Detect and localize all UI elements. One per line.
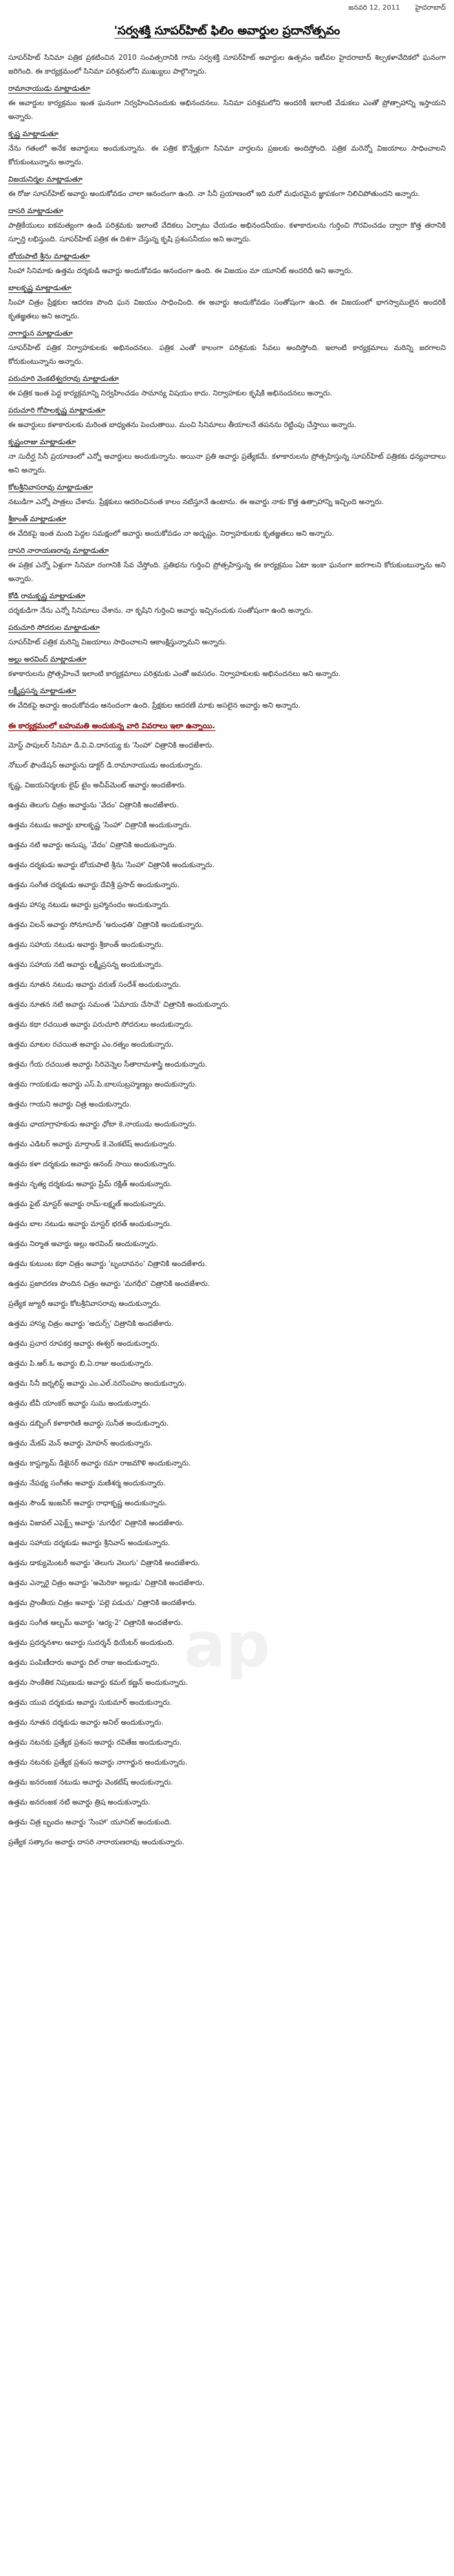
dateline bbox=[8, 3, 446, 14]
award-item: ఉత్తమ మాటల రచయిత అవార్డు ఎం.రత్నం అందుకున్నారు. bbox=[8, 1040, 174, 1049]
award-item: ఉత్తమ ఫైట్ మాస్టర్ అవార్డు రామ్-లక్ష్మణ్ అందుకున్నారు. bbox=[8, 1200, 166, 1208]
section-paragraph: పాత్రికేయులు ఐకమత్యంగా ఉండి పరిశ్రమకు ఇలాంటి వేదికలు ఏర్పాటు చేయడం అభినందనీయం. కళాకారులను గుర్తించి గౌరవించడం ద్వారా కొత్త తరానికి స్ఫూర్తి లభిస్తుంది. సూపర్‌హిట్ పత్రిక ఈ దిశగా చేస్తున్న కృషి ప్రశంసనీయం అని అన్నారు. bbox=[8, 221, 446, 243]
award-item: ఉత్తమ విజువల్ ఎఫెక్ట్స్ అవార్డు 'మగధీర' చిత్రానికి అందజేశారు. bbox=[8, 1519, 184, 1527]
award-item: ఉత్తమ పంపిణీదారు అవార్డు దిల్ రాజు అందుకున్నారు. bbox=[8, 1659, 160, 1667]
section-heading-text: పరుచూరి గోపాలకృష్ణ మాట్లాడుతూ bbox=[8, 406, 106, 415]
section-heading bbox=[8, 622, 446, 634]
awards-list bbox=[8, 739, 446, 1849]
section-heading-text: పరుచూరి వెంకటేశ్వరరావు మాట్లాడుతూ bbox=[8, 375, 119, 383]
section-paragraph: దర్శకుడిగా నేను ఎన్నో సినిమాలు చేశాను. నా కృషిని గుర్తించి అవార్డు ఇచ్చినందుకు సంతోషంగా ఉంది అన్నారు. bbox=[8, 607, 314, 615]
section-paragraph: ఈ పత్రిక ఎన్నో ఏళ్లుగా సినిమా రంగానికి సేవ చేస్తోంది. ప్రతిభను గుర్తించి ప్రోత్సహిస్తున్న ఈ కార్యక్రమం ఏటా ఇంకా ఘనంగా జరగాలని కోరుకుంటున్నాను అని అన్నారు. bbox=[8, 561, 446, 583]
section-paragraph: సూపర్‌హిట్ పత్రిక నిర్వాహకులకు అభినందనలు. పత్రిక ఎంతో కాలంగా పరిశ్రమకు సేవలు అందిస్తోంది. ఇలాంటి కార్యక్రమాలు మరిన్ని జరగాలని కోరుకుంటున్నాను అన్నారు. bbox=[8, 344, 446, 366]
award-item: కృష్ణ, విజయనిర్మలకు లైఫ్ టైం అచీవ్‌మెంట్ అవార్డు అందజేశారు. bbox=[8, 781, 186, 789]
section-heading-text: కోడి రామకృష్ణ మాట్లాడుతూ bbox=[8, 592, 86, 600]
section-paragraph: నేను గతంలో అనేక అవార్డులు అందుకున్నాను. ఈ పత్రిక కొన్నేళ్లుగా సినిమా వార్తలను ప్రజలకు అందిస్తోంది. పత్రిక మరెన్నో విజయాలు సాధించాలని కోరుకుంటున్నాను అన్నారు. bbox=[8, 144, 446, 166]
award-item: ఉత్తమ బాల నటుడు అవార్డు మాస్టర్ భరత్ అందుకున్నారు. bbox=[8, 1220, 173, 1228]
section-heading bbox=[8, 250, 446, 263]
award-item: ఉత్తమ నిర్మాత అవార్డు అల్లు అరవింద్ అందుకున్నారు. bbox=[8, 1240, 158, 1248]
award-item: ఉత్తమ ఎన్నారై చిత్రం అవార్డు 'అమెరికా అల్లుడు' చిత్రానికి అందజేశారు. bbox=[8, 1579, 205, 1587]
section-paragraph: ఈ అవార్డుల కార్యక్రమం ఇంత ఘనంగా నిర్వహించినందుకు అభినందనలు. సినిమా పరిశ్రమలోని అందరికీ ఇలాంటి వేడుకలు ఎంతో ప్రోత్సాహాన్ని ఇస్తాయని అన్నారు. bbox=[8, 99, 446, 121]
section-heading bbox=[8, 327, 446, 340]
section-heading bbox=[8, 545, 446, 557]
section-heading-text: నాగార్జున మాట్లాడుతూ bbox=[8, 329, 73, 338]
award-item: ఉత్తమ హాస్య చిత్రం అవార్డు 'అదుర్స్' చిత్రానికి అందజేశారు. bbox=[8, 1320, 174, 1328]
section-paragraph: సింహా సినిమాకు ఉత్తమ దర్శకుడి అవార్డు అందుకోవడం ఆనందంగా ఉంది. ఈ విజయం మా యూనిట్ అందరిదీ అని అన్నారు. bbox=[8, 267, 354, 275]
award-item: ఉత్తమ ప్రజాదరణ పొందిన చిత్రం అవార్డు 'మగధీర' చిత్రానికి అందజేశారు. bbox=[8, 1280, 210, 1288]
award-item: మోస్ట్ పాపులర్ సినిమా డి.వి.వి.దానయ్య కు 'సింహా' చిత్రానికి అందజేశారు. bbox=[8, 741, 215, 750]
section-paragraph: ఈ వేదికపై ఇంత మంది పెద్దల సమక్షంలో అవార్డు అందుకోవడం నా అదృష్టం. నిర్వాహకులకు కృతజ్ఞతలు అని అన్నారు. bbox=[8, 530, 334, 538]
watermark: ap bbox=[184, 1609, 270, 1681]
section-heading bbox=[8, 590, 446, 602]
award-item: ఉత్తమ చిత్ర బృందం అవార్డు 'సింహా' యూనిట్ అందుకుంది. bbox=[8, 1818, 172, 1826]
award-item: ఉత్తమ సంగీత దర్శకుడు అవార్డు దేవిశ్రీ ప్రసాద్ అందుకున్నారు. bbox=[8, 881, 180, 889]
award-item: ఉత్తమ నృత్య దర్శకుడు అవార్డు ప్రేమ్ రక్షిత్ అందుకున్నారు. bbox=[8, 1180, 173, 1188]
award-item: ఉత్తమ విలన్ అవార్డు సోనూసూద్ 'అరుంధతి' చిత్రానికి అందుకున్నారు. bbox=[8, 921, 204, 929]
award-item: ఉత్తమ కుటుంబ కథా చిత్రం అవార్డు 'బృందావనం' చిత్రానికి అందజేశారు. bbox=[8, 1260, 207, 1268]
section-heading-text: రామానాయుడు మాట్లాడుతూ bbox=[8, 85, 90, 93]
award-item: ఉత్తమ టీవీ యాంకర్ అవార్డు సుమ అందుకున్నారు. bbox=[8, 1399, 151, 1408]
section-heading bbox=[8, 653, 446, 666]
award-item: ఉత్తమ గేయ రచయిత అవార్డు సిరివెన్నెల సీతారామశాస్త్రి అందుకున్నారు. bbox=[8, 1060, 208, 1069]
section-heading-text: లక్ష్మీప్రసన్న మాట్లాడుతూ bbox=[8, 687, 76, 695]
award-item: ఉత్తమ కథా రచయిత అవార్డు పరుచూరి సోదరులు అందుకున్నారు. bbox=[8, 1020, 193, 1029]
article-date: జనవరి 12, 2011 bbox=[348, 4, 400, 12]
section-paragraph: ఈ వేదికపై అవార్డు అందుకోవడం ఆనందంగా ఉంది. ప్రేక్షకుల ఆదరణే మాకు అసలైన అవార్డు అని అన్నారు. bbox=[8, 701, 301, 710]
section-paragraph: నటుడిగా ఎన్నో పాత్రలు చేశాను. ప్రేక్షకులు ఆదరించినంత కాలం నటిస్తూనే ఉంటాను. ఈ అవార్డు నాకు కొత్త ఉత్సాహాన్ని ఇచ్చింది అన్నారు. bbox=[8, 498, 384, 506]
award-item: ఉత్తమ సౌండ్ ఇంజనీర్ అవార్డు రాధాకృష్ణ అందుకున్నారు. bbox=[8, 1499, 167, 1507]
award-item: ఉత్తమ ప్రాంతీయ చిత్రం అవార్డు 'పల్లె పడుచు' చిత్రానికి అందజేశారు. bbox=[8, 1599, 197, 1607]
section-paragraph: సూపర్‌హిట్ పత్రిక మరిన్ని విజయాలు సాధించాలని ఆకాంక్షిస్తున్నామని అన్నారు. bbox=[8, 638, 227, 646]
award-item: ఉత్తమ జనరంజక నటి అవార్డు త్రిష అందుకున్నారు. bbox=[8, 1798, 151, 1807]
section-heading-text: బాలకృష్ణ మాట్లాడుతూ bbox=[8, 284, 72, 292]
section-heading bbox=[8, 404, 446, 417]
award-item: ఉత్తమ జనరంజక నటుడు అవార్డు వెంకటేష్ అందుకున్నారు. bbox=[8, 1778, 173, 1787]
section-heading bbox=[8, 282, 446, 294]
award-item: ప్రత్యేక జ్యూరీ అవార్డు కోటశ్రీనివాసరావు అందుకున్నారు. bbox=[8, 1300, 162, 1308]
section-paragraph: నా సుదీర్ఘ సినీ ప్రయాణంలో ఎన్నో అవార్డులు అందుకున్నాను. అయినా ప్రతి అవార్డు ప్రత్యేకమే. కళాకారులను ప్రోత్సహిస్తున్న సూపర్‌హిట్ పత్రికకు ధన్యవాదాలు అని అన్నారు. bbox=[8, 452, 446, 474]
awards-list-title-text: ఈ కార్యక్రమంలో బహుమతి అందుకున్న వారి వివరాలు ఇలా ఉన్నాయి. bbox=[8, 721, 215, 730]
section-heading bbox=[8, 436, 446, 448]
section-heading-text: దాసరి నారాయణరావు మాట్లాడుతూ bbox=[8, 547, 109, 555]
award-item: ఉత్తమ నూతన నటి అవార్డు సమంత 'ఏమాయ చేసావే' చిత్రానికి అందుకున్నారు. bbox=[8, 1001, 230, 1009]
section-paragraph: సింహా చిత్రం ప్రేక్షకుల ఆదరణ పొంది ఘన విజయం సాధించింది. ఈ అవార్డు అందుకోవడం సంతోషంగా ఉంది. ఈ విజయంలో భాగస్వాములైన అందరికీ కృతజ్ఞతలు అని అన్నారు. bbox=[8, 298, 446, 320]
section-heading-text: కోటశ్రీనివాసరావు మాట్లాడుతూ bbox=[8, 483, 93, 492]
award-item: ఉత్తమ కాస్ట్యూమ్ డిజైనర్ అవార్డు రమా రాజమౌళి అందుకున్నారు. bbox=[8, 1459, 191, 1467]
award-item: ఉత్తమ నటనకు ప్రత్యేక ప్రశంస అవార్డు రవితేజ అందుకున్నారు. bbox=[8, 1738, 182, 1747]
award-item: ఉత్తమ ప్రచార రూపకర్త అవార్డు ఈశ్వర్ అందుకున్నారు. bbox=[8, 1340, 160, 1348]
award-item: ఉత్తమ సహాయ దర్శకుడు అవార్డు శ్రీనివాస్ అందుకున్నారు. bbox=[8, 1539, 171, 1547]
award-item: ఉత్తమ హాస్య నటుడు అవార్డు బ్రహ్మానందం అందుకున్నారు. bbox=[8, 901, 171, 909]
section-paragraph: ఈ పత్రిక ఇంత పెద్ద కార్యక్రమాన్ని నిర్వహించడం సామాన్య విషయం కాదు. నిర్వాహకుల కృషికి అభినందనలు అన్నారు. bbox=[8, 389, 332, 397]
section-paragraph: ఈ రోజు సూపర్‌హిట్ అవార్డు అందుకోవడం చాలా ఆనందంగా ఉంది. నా సినీ ప్రయాణంలో ఇది మరో మధురమైన జ్ఞాపకంగా నిలిచిపోతుందని అన్నారు. bbox=[8, 190, 420, 198]
section-heading bbox=[8, 685, 446, 697]
award-item: ఉత్తమ గాయకుడు అవార్డు ఎస్.పి.బాలసుబ్రహ్మణ్యం అందుకున్నారు. bbox=[8, 1080, 197, 1089]
section-paragraph: సూపర్‌హిట్ సినిమా పత్రిక ప్రకటించిన 2010 సంవత్సరానికి గాను సర్వశక్తి సూపర్‌హిట్ అవార్డుల ఉత్సవం ఇటీవల హైదరాబాద్ శిల్పకళావేదికలో ఘనంగా జరిగింది. ఈ కార్యక్రమంలో సినిమా పరిశ్రమలోని ముఖ్యులు పాల్గొన్నారు. bbox=[8, 54, 446, 76]
award-item: ఉత్తమ నటి అవార్డు అనుష్క 'వేదం' చిత్రానికి అందుకున్నారు. bbox=[8, 841, 177, 849]
award-item: ఉత్తమ గాయని అవార్డు చిత్ర అందుకున్నారు. bbox=[8, 1100, 131, 1109]
awards-list-title bbox=[8, 719, 446, 733]
award-item: ఉత్తమ మేకప్ మెన్ అవార్డు మోహన్ అందుకున్నారు. bbox=[8, 1439, 153, 1448]
award-item: ఉత్తమ సహాయ నటుడు అవార్డు శ్రీకాంత్ అందుకున్నారు. bbox=[8, 941, 164, 949]
award-item: ఉత్తమ దర్శకుడు అవార్డు బోయపాటి శ్రీను 'సింహా' చిత్రానికి అందుకున్నారు. bbox=[8, 861, 215, 869]
award-item: ఉత్తమ నేపథ్య సంగీతం అవార్డు మణిశర్మ అందుకున్నారు. bbox=[8, 1479, 166, 1487]
award-item: నోబుల్ ఫౌండేషన్ అవార్డును డాక్టర్ డి.రామానాయుడు అందుకున్నారు. bbox=[8, 761, 203, 769]
award-item: ఉత్తమ తెలుగు చిత్రం అవార్డును 'వేదం' చిత్రానికి అందజేశారు. bbox=[8, 801, 179, 809]
article-title bbox=[8, 23, 446, 39]
award-item: ఉత్తమ డాక్యుమెంటరీ అవార్డు 'తెలుగు వెలుగు' చిత్రానికి అందజేశారు. bbox=[8, 1559, 200, 1567]
section-paragraph: కళాకారులను ప్రోత్సహించే ఇలాంటి కార్యక్రమాలు పరిశ్రమకు ఎంతో అవసరం. నిర్వాహకులకు అభినందనలు అని అన్నారు. bbox=[8, 670, 341, 678]
section-heading bbox=[8, 205, 446, 217]
section-heading-text: కృష్ణంరాజు మాట్లాడుతూ bbox=[8, 438, 76, 446]
award-item: ఉత్తమ సంగీత ఆల్బమ్ అవార్డు 'ఆర్య-2' చిత్రానికి అందజేశారు. bbox=[8, 1619, 183, 1627]
award-item: ఉత్తమ కళా దర్శకుడు అవార్డు ఆనంద్ సాయి అందుకున్నారు. bbox=[8, 1160, 177, 1168]
section-heading bbox=[8, 481, 446, 494]
section-heading bbox=[8, 173, 446, 186]
award-item: ప్రత్యేక సత్కారం అవార్డు దాసరి నారాయణరావు అందుకున్నారు. bbox=[8, 1838, 184, 1846]
article-title-text: 'సర్వశక్తి సూపర్‌హిట్ ఫిలిం అవార్డుల ప్రదానోత్సవం bbox=[114, 24, 340, 38]
award-item: ఉత్తమ సహాయ నటి అవార్డు లక్ష్మీప్రసన్న అందుకున్నారు. bbox=[8, 961, 164, 969]
section-paragraph: ఈ అవార్డులు కళాకారులకు మరింత బాధ్యతను పెంచుతాయి. మంచి సినిమాలు తీయాలనే తపనను రెట్టింపు చేస్తాయి అన్నారు. bbox=[8, 421, 356, 429]
section-heading-text: దాసరి మాట్లాడుతూ bbox=[8, 207, 64, 215]
section-heading-text: విజయనిర్మల మాట్లాడుతూ bbox=[8, 175, 83, 184]
section-heading bbox=[8, 373, 446, 385]
section-heading bbox=[8, 83, 446, 95]
section-heading-text: కృష్ణ మాట్లాడుతూ bbox=[8, 130, 59, 138]
article-body bbox=[8, 51, 446, 712]
section-heading-text: శ్రీకాంత్ మాట్లాడుతూ bbox=[8, 515, 67, 523]
award-item: ఉత్తమ ప్రదర్శనశాల అవార్డు సుదర్శన్ థియేటర్ అందుకుంది. bbox=[8, 1639, 175, 1647]
award-item: ఉత్తమ నటనకు ప్రత్యేక ప్రశంస అవార్డు నాగార్జున అందుకున్నారు. bbox=[8, 1758, 188, 1767]
award-item: ఉత్తమ యువ దర్శకుడు అవార్డు సుకుమార్ అందుకున్నారు. bbox=[8, 1699, 172, 1707]
award-item: ఉత్తమ పి.ఆర్.ఓ అవార్డు బి.ఏ.రాజు అందుకున్నారు. bbox=[8, 1360, 153, 1368]
award-item: ఉత్తమ సినీ జర్నలిస్ట్ అవార్డు ఎం.ఎల్.నరసింహం అందుకున్నారు. bbox=[8, 1379, 187, 1388]
section-heading-text: అల్లు అరవింద్ మాట్లాడుతూ bbox=[8, 655, 87, 664]
award-item: ఉత్తమ నూతన దర్శకుడు అవార్డు అనిల్ అందుకున్నారు. bbox=[8, 1718, 164, 1727]
section-heading-text: పరుచూరి సోదరుల మాట్లాడుతూ bbox=[8, 624, 100, 632]
article-location: హైదరాబాద్ bbox=[415, 4, 446, 12]
award-item: ఉత్తమ నటుడు అవార్డు బాలకృష్ణ 'సింహా' చిత్రానికి అందుకున్నారు. bbox=[8, 821, 192, 829]
award-item: ఉత్తమ సాంకేతిక నిపుణుడు అవార్డు కమల్ కణ్ణన్ అందుకున్నారు. bbox=[8, 1679, 188, 1687]
section-heading bbox=[8, 513, 446, 525]
award-item: ఉత్తమ డబ్బింగ్ కళాకారిణి అవార్డు సునీత అందుకున్నారు. bbox=[8, 1419, 169, 1428]
award-item: ఉత్తమ ఛాయాగ్రాహకుడు అవార్డు ఛోటా కె.నాయుడు అందుకున్నారు. bbox=[8, 1120, 197, 1128]
section-heading bbox=[8, 128, 446, 140]
section-heading-text: బోయపాటి శ్రీను మాట్లాడుతూ bbox=[8, 252, 90, 261]
award-item: ఉత్తమ నూతన నటుడు అవార్డు వరుణ్ సందేశ్ అందుకున్నారు. bbox=[8, 981, 182, 989]
award-item: ఉత్తమ ఎడిటర్ అవార్డు మార్తాండ్ కె.వెంకటేష్ అందుకున్నారు. bbox=[8, 1140, 177, 1148]
